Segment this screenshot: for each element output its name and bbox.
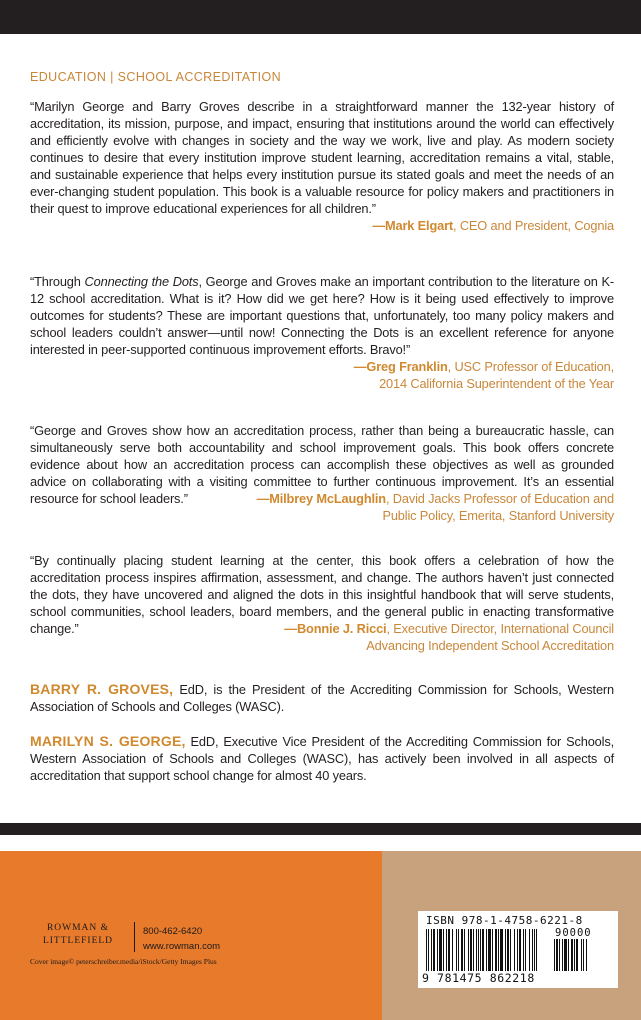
barcode-bar [505, 929, 506, 971]
barcode-bar [464, 929, 465, 971]
cover-image-credit: Cover image© peterschreiber.media/iStock/Getty Images Plus [30, 957, 217, 966]
quote-text: “Marilyn George and Barry Groves describe in a straightforward manner the 132-year history of accreditation, its mission, purpose, and impact, ensuring that institutions around the world can effectively and efficiently evolve with changes in society and the way we work, live and play. As modern society continues to desire that every institution improve student learning, accreditation remains a vital, stable, and sustainable experience that helps every institution pursue its stated goals and meet the needs of an ever-changing student population. This book is a valuable resource for policy makers and practitioners in their quest to improve educational experiences for all children.” [30, 99, 614, 216]
barcode-bar [482, 929, 484, 971]
endorser-name: Bonnie J. Ricci [296, 621, 387, 636]
author-name: MARILYN S. GEORGE, [30, 733, 186, 749]
endorser-title-line2: Advancing Independent School Accreditation [366, 638, 614, 653]
endorser-title: , CEO and President, Cognia [453, 218, 614, 233]
isbn-text: ISBN 978-1-4758-6221-8 [426, 914, 583, 927]
quote-text: “By continually placing student learning at the center, this book offers a celebration of how the accreditation process inspires affirmation, assessment, and change. The authors haven’t just connected the dots, they have uncovered and aligned the dots in this insightful handbook that will serve students, school communities, school leaders, board members, and the general public in enacting transformative change.” [30, 553, 614, 636]
barcode-bar [510, 929, 511, 971]
endorsement-quote-2 [30, 273, 614, 392]
barcode-bar [480, 929, 481, 971]
author-bio-text: EdD, is the President of the Accrediting Commission for Schools, Western Association of Schools and Colleges (WASC). [30, 682, 614, 714]
endorser-name: Milbrey McLaughlin [269, 491, 386, 506]
quote-attribution: —Bonnie J. Ricci, Executive Director, International Council Advancing Independent School Accreditation [284, 621, 614, 653]
book-title-italic: Connecting the Dots [84, 274, 199, 289]
ean-bars [426, 929, 548, 971]
barcode-bar [446, 929, 447, 971]
publisher-website: www.rowman.com [143, 941, 221, 952]
barcode-bar [452, 929, 453, 971]
barcode-bar [428, 929, 429, 971]
barcode-bar [532, 929, 533, 971]
quote-attribution: —Milbrey McLaughlin, David Jacks Professor of Education and Public Policy, Emerita, Stanford University [256, 491, 614, 523]
quote-attribution: —Greg Franklin, USC Professor of Education, 2014 California Superintendent of the Year [353, 359, 614, 391]
barcode-bar [443, 929, 444, 971]
barcode-bar [426, 929, 427, 971]
publisher-phone: 800-462-6420 [143, 926, 203, 937]
barcode-bar [478, 929, 479, 971]
barcode-bar [534, 929, 535, 971]
barcode-bar [433, 929, 435, 971]
endorser-name: Greg Franklin [366, 359, 448, 374]
barcode-bar [536, 929, 537, 971]
barcode-bar [581, 939, 582, 971]
category-label: EDUCATION | SCHOOL ACCREDITATION [30, 70, 282, 84]
barcode-bar [495, 929, 497, 971]
barcode-bar [458, 929, 459, 971]
endorser-title: , USC Professor of Education, [447, 359, 614, 374]
barcode-bar [468, 929, 469, 971]
publisher-logo: ROWMAN & LITTLEFIELD [42, 923, 114, 946]
publisher-contact [143, 924, 220, 954]
barcode-bar [556, 939, 558, 971]
barcode-bar [437, 929, 438, 971]
barcode-bar [498, 929, 499, 971]
barcode-bar [559, 939, 560, 971]
barcode-bar [523, 929, 524, 971]
author-bio-text: EdD, Executive Vice President of the Accrediting Commission for Schools, Western Association of Schools and Colleges (WASC), has actively been involved in all aspects of accreditation that support school change for almost 40 years. [30, 734, 614, 783]
barcode-bar [439, 929, 442, 971]
barcode-bar [586, 939, 587, 971]
ean-digits: 9 781475 862218 [422, 971, 535, 985]
barcode-bar [576, 939, 578, 971]
barcode-bar [564, 939, 567, 971]
barcode-bar [492, 929, 493, 971]
endorser-title-line2: Public Policy, Emerita, Stanford University [382, 508, 614, 523]
barcode-bar [448, 929, 450, 971]
barcode-bar [486, 929, 487, 971]
barcode-bar [525, 929, 526, 971]
price-addon-text: 90000 [555, 927, 592, 939]
barcode-bar [519, 929, 521, 971]
endorser-title: , Executive Director, International Council [386, 621, 614, 636]
author-bio-groves [30, 681, 614, 715]
barcode-bar [431, 929, 432, 971]
endorser-name: Mark Elgart [384, 218, 454, 233]
barcode-bar [529, 929, 530, 971]
addon-bars [554, 939, 612, 971]
barcode-bar [562, 939, 563, 971]
publisher-divider [134, 922, 135, 952]
barcode-bar [507, 929, 509, 971]
endorser-title: , David Jacks Professor of Education and [385, 491, 614, 506]
barcode-bar [554, 939, 555, 971]
barcode-bar [473, 929, 474, 971]
barcode-bar [583, 939, 584, 971]
endorser-title-line2: 2014 California Superintendent of the Year [379, 376, 614, 391]
quote-text: “George and Groves show how an accreditation process, rather than being a bureaucratic hassle, can simultaneously serve both accountability and school improvement goals. This book offers concrete evidence about how an accreditation process can accomplish these objectives as well as grounded advice on collaborating with a visiting committee to further continuous improvement. It’s an essential resource for school leaders.” [30, 423, 614, 506]
endorsement-quote-4 [30, 552, 614, 654]
endorsement-quote-3 [30, 422, 614, 524]
barcode-bar [500, 929, 503, 971]
bottom-band [0, 823, 641, 835]
isbn-barcode [418, 911, 618, 988]
barcode-bar [517, 929, 518, 971]
barcode-bar [571, 939, 573, 971]
barcode-bar [456, 929, 457, 971]
barcode-bar [470, 929, 472, 971]
quote-text: “Through Connecting the Dots, George and Groves make an important contribution to the literature on K-12 school accreditation. What is it? How did we get here? How is it being used effectively to improve outcomes for students? These are important questions that, unfortunately, too many policy makers and school leaders couldn’t answer—until now! Connecting the Dots is an excellent reference for anyone interested in peer-supported continuous improvement efforts. Bravo!” [30, 274, 615, 357]
barcode-bar [568, 939, 569, 971]
endorsement-quote-1 [30, 98, 614, 234]
barcode-bar [574, 939, 575, 971]
barcode-bar [461, 929, 463, 971]
author-bio-george [30, 733, 614, 784]
barcode-bar [476, 929, 477, 971]
top-band [0, 0, 641, 34]
barcode-bar [514, 929, 515, 971]
barcode-bar [488, 929, 491, 971]
quote-attribution: —Mark Elgart, CEO and President, Cognia [372, 218, 614, 233]
author-name: BARRY R. GROVES, [30, 681, 174, 697]
